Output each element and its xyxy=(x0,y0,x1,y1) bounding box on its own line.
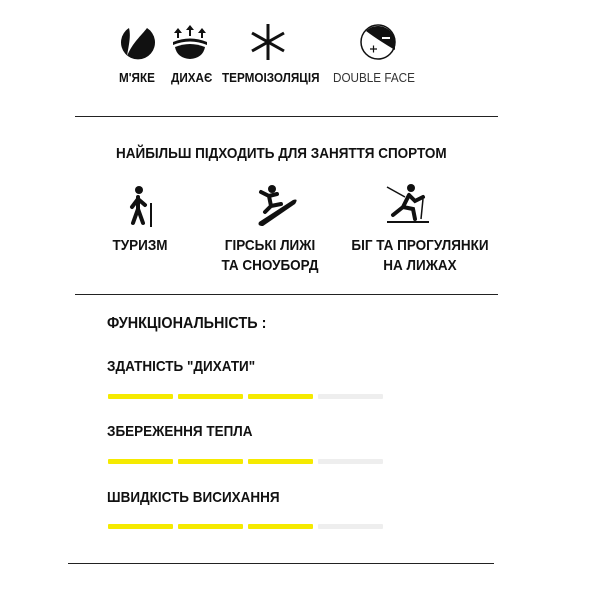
rating-segment xyxy=(178,394,243,399)
sport-label-hiking xyxy=(104,236,176,256)
snowboard-icon xyxy=(255,184,299,226)
rating-segment xyxy=(108,524,173,529)
hiking-icon xyxy=(125,185,159,227)
rating-bar-breathability xyxy=(108,394,383,399)
sport-line: НА ЛИЖАХ xyxy=(383,257,457,274)
sport-label-cross-country xyxy=(344,236,497,276)
rating-bar-drying xyxy=(108,524,383,529)
functionality-title: ФУНКЦІОНАЛЬНІСТЬ : xyxy=(107,315,267,332)
rating-segment xyxy=(178,459,243,464)
feather-icon xyxy=(117,22,157,62)
feature-label-double-face: DOUBLE FACE xyxy=(333,70,415,85)
rating-segment xyxy=(178,524,243,529)
cross-country-ski-icon xyxy=(385,183,431,225)
rating-segment xyxy=(318,394,383,399)
double-face-icon xyxy=(358,22,398,62)
rating-label-drying: ШВИДКІСТЬ ВИСИХАННЯ xyxy=(107,489,280,506)
sport-line: ТУРИЗМ xyxy=(112,237,168,254)
divider xyxy=(75,116,498,117)
breathable-icon xyxy=(170,22,210,62)
rating-segment xyxy=(108,394,173,399)
sport-line: БІГ ТА ПРОГУЛЯНКИ xyxy=(351,237,489,254)
rating-bar-warmth xyxy=(108,459,383,464)
rating-segment xyxy=(248,524,313,529)
rating-label-warmth: ЗБЕРЕЖЕННЯ ТЕПЛА xyxy=(107,423,253,440)
rating-segment xyxy=(318,459,383,464)
rating-segment xyxy=(248,459,313,464)
sport-line: ГІРСЬКІ ЛИЖІ xyxy=(224,237,316,254)
sports-title: НАЙБІЛЬШ ПІДХОДИТЬ ДЛЯ ЗАНЯТТЯ СПОРТОМ xyxy=(116,145,447,162)
rating-segment xyxy=(318,524,383,529)
sport-label-skiing-snowboard xyxy=(207,236,333,276)
rating-segment xyxy=(108,459,173,464)
snowflake-icon xyxy=(248,22,288,62)
divider xyxy=(68,563,494,564)
rating-label-breathability: ЗДАТНІСТЬ "ДИХАТИ" xyxy=(107,358,256,375)
sport-line: ТА СНОУБОРД xyxy=(221,257,319,274)
rating-segment xyxy=(248,394,313,399)
feature-label-thermal: ТЕРМОІЗОЛЯЦІЯ xyxy=(222,70,320,85)
feature-label-breathable: ДИХАЄ xyxy=(171,70,213,85)
feature-label-soft: М'ЯКЕ xyxy=(119,70,155,85)
divider xyxy=(75,294,498,295)
